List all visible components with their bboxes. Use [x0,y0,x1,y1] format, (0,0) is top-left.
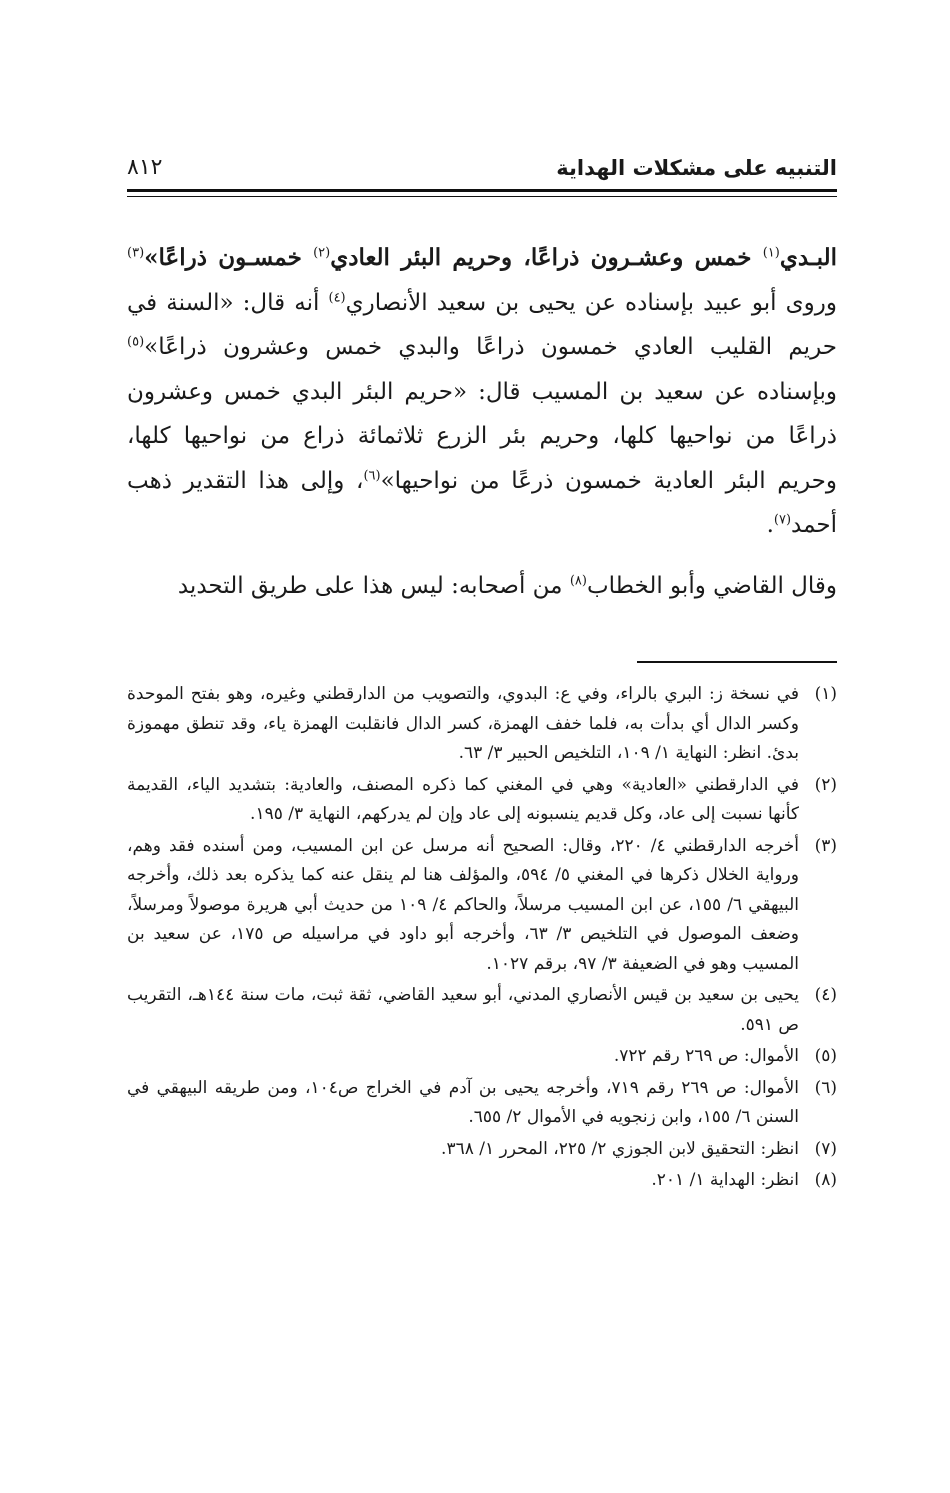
footnote-text: الأموال: ص ٢٦٩ رقم ٧٢٢. [613,1046,799,1066]
page-number: ٨١٢ [127,155,163,180]
body-text: وروى أبو عبيد بإسناده عن يحيى بن سعيد الأنصاري [345,289,837,316]
footnote-number: (٦) [814,1077,837,1098]
footnote-number: (٧) [814,1138,837,1159]
body-text: أنه قال: «السنة في حريم القليب العادي خمسون ذراعًا والبدي خمس وعشرون ذراعًا» [127,289,837,360]
footnote-text: انظر: التحقيق لابن الجوزي ٢/ ٢٢٥، المحرر ١/ ٣٦٨. [441,1138,799,1159]
paragraph-2 [127,564,837,609]
paragraph-1 [127,236,837,548]
footnote-text: أخرجه الدارقطني ٤/ ٢٢٠، وقال: الصحيح أنه مرسل عن ابن المسيب، ومن أسنده فقد وهم، ورواية الخلال ذكرها في المغني ٥/ ٥٩٤، والمؤلف هنا لم ينقل عنه كما يذكره بعد ذلك، وأخرجه البيهقي ٦/ ١٥٥، عن ابن المسيب مرسلاً، والحاكم ٤/ ١٠٩ من حديث أبي هريرة موصولاً ومرسلاً، وضعف الموصول في التلخيص ٣/ ٦٣، وأخرجه أبو داود في مراسيله ص ١٧٥، عن سعيد بن المسيب وهو في الضعيفة ٣/ ٩٧، برقم ١٠٢٧. [127,835,799,974]
footnotes [127,680,837,1198]
running-title: التنبيه على مشكلات الهداية [556,156,837,180]
page-header [127,150,837,180]
footnote [127,1074,837,1133]
footnote-number: (٥) [814,1046,837,1066]
footnote-text: في نسخة ز: البري بالراء، وفي ع: البدوي، والتصويب من الدارقطني وغيره، وهو بفتح الموحدة وكسر الدال أي بدأت به، فلما خفف الهمزة، كسر الدال فانقلبت الهمزة ياء، وقد تنطق مهموزة بدئ. انظر: النهاية ١/ ١٠٩، التلخيص الحبير ٣/ ٦٣. [127,684,799,763]
footnote [127,981,837,1040]
bold-text: خمسـون ذراعًا» [144,244,314,271]
footnote-ref-5[interactable]: (٥) [127,334,145,350]
footnote [127,1135,837,1165]
footnote-ref-1[interactable]: (١) [762,245,780,261]
footnote [127,680,837,769]
body-text: وقال القاضي وأبو الخطاب [586,572,837,599]
footnote [127,771,837,830]
footnote-text: انظر: الهداية ١/ ٢٠١. [651,1170,799,1190]
main-text [127,236,837,608]
footnote-ref-3[interactable]: (٣) [127,245,145,261]
footnote-number: (٢) [814,774,837,795]
footnote-ref-8[interactable]: (٨) [569,572,587,588]
footnote-text: يحيى بن سعيد بن قيس الأنصاري المدني، أبو سعيد القاضي، ثقة ثبت، مات سنة ١٤٤هـ، التقريب ص ٥٩١. [127,985,799,1035]
footnote-text: الأموال: ص ٢٦٩ رقم ٧١٩، وأخرجه يحيى بن آدم في الخراج ص١٠٤، ومن طريقه البيهقي في السنن ٦/ ١٥٥، وابن زنجويه في الأموال ٢/ ٦٥٥. [127,1077,799,1127]
footnote-ref-2[interactable]: (٢) [313,245,331,261]
footnote-number: (١) [814,684,837,704]
footnote [127,1042,837,1072]
header-rule-thin [127,196,837,197]
footnote-number: (٣) [814,835,837,856]
footnote-ref-4[interactable]: (٤) [328,289,346,305]
footnote-number: (٨) [814,1170,837,1190]
footnote [127,832,837,980]
footnote-ref-7[interactable]: (٧) [773,512,792,528]
bold-text: البـدي [779,244,838,271]
body-text: من أصحابه: ليس هذا على طريق التحديد [177,572,570,599]
footnote [127,1166,837,1196]
footnote-ref-6[interactable]: (٦) [363,467,381,483]
bold-text: خمس وعشـرون ذراعًا، وحريم البئر العادي [330,244,763,271]
header-rule-thick [127,189,837,192]
body-text: ، وإلى هذا التقدير ذهب أحمد [127,467,837,538]
body-text: . [766,512,774,538]
footnote-text: في الدارقطني «العادية» وهي في المغني كما ذكره المصنف، والعادية: بتشديد الياء، القديمة كأنها نسبت إلى عاد، وكل قديم ينسبونه إلى عاد وإن لم يدركهم، النهاية ٣/ ١٩٥. [127,774,799,824]
footnote-separator [637,661,837,663]
footnote-number: (٤) [814,985,837,1005]
body-text: وبإسناده عن سعيد بن المسيب قال: «حريم البئر البدي خمس وعشرون ذراعًا من نواحيها كلها، وحريم بئر الزرع ثلاثمائة ذراع من نواحيها كلها، وحريم البئر العادية خمسون ذرعًا من نواحيها» [127,378,837,494]
